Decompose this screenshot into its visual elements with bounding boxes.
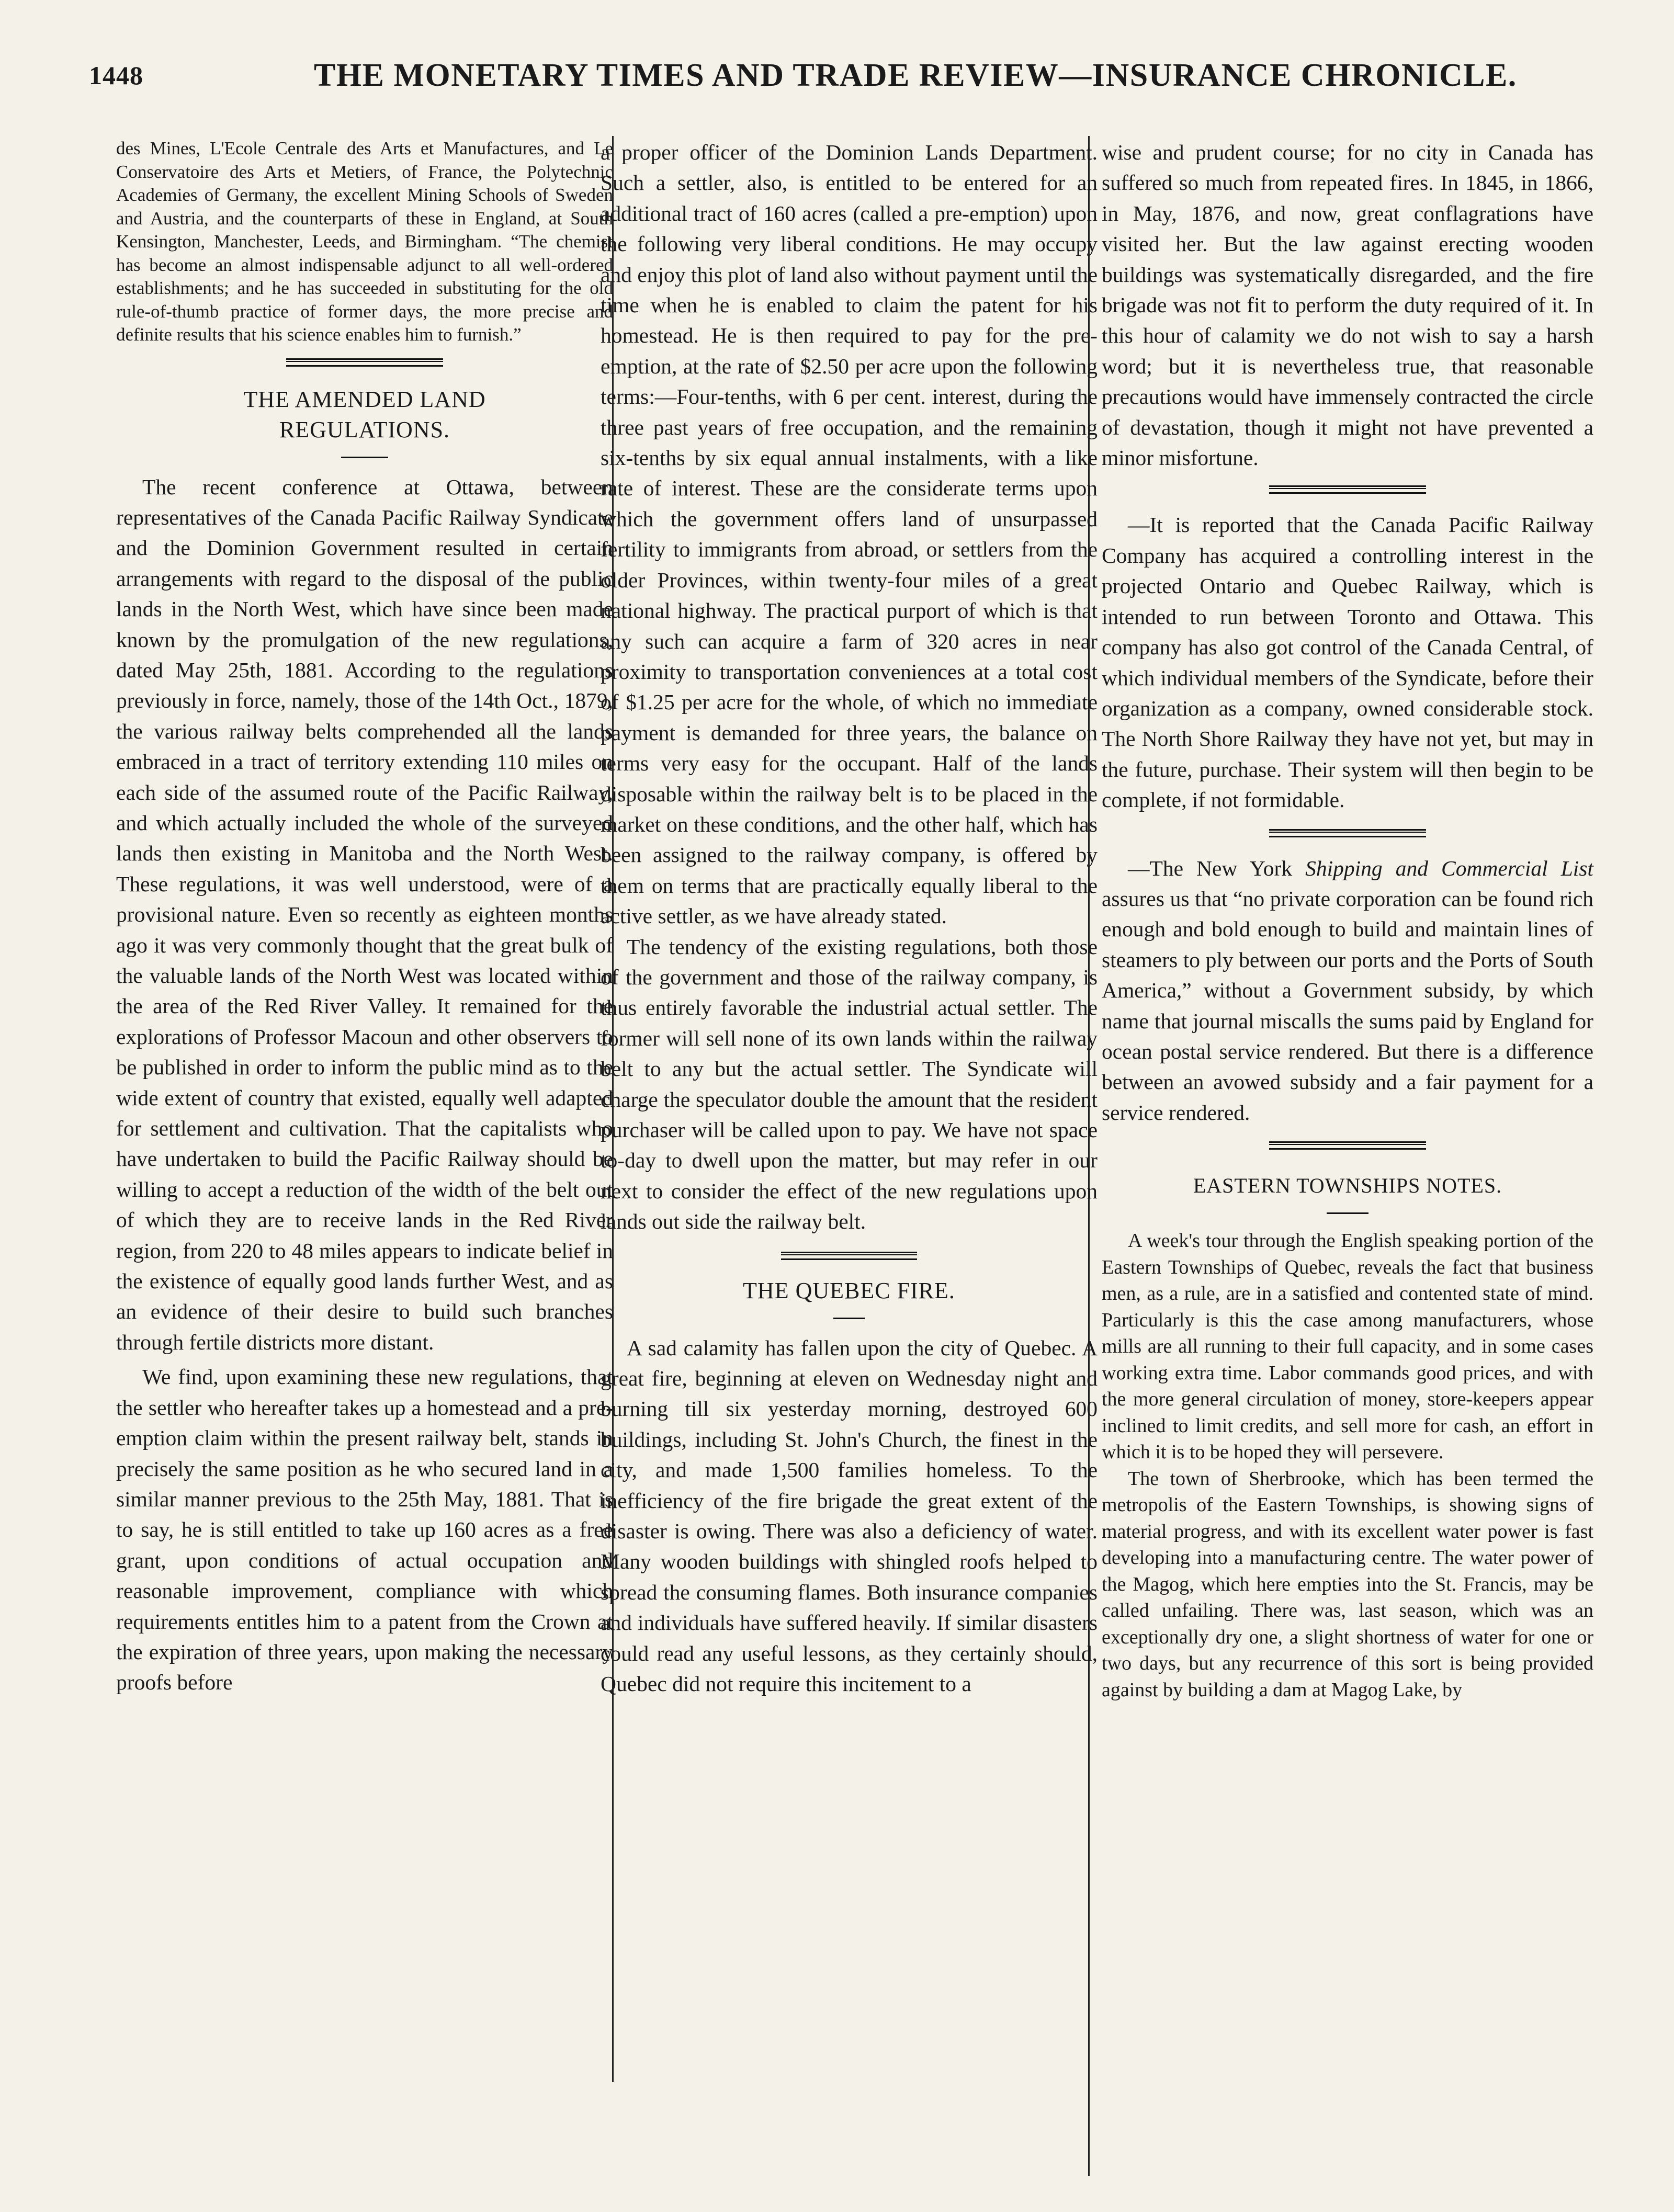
land-paragraph-2: We find, upon examining these new regulations, that the settler who hereafter takes up a homestead and a pre-emption claim within the present railway belt, stands in precisely the same position as he who secured land in a similar manner previous to the 25th May, 1881. That is to say, he is still entitled to take up 160 acres as a free grant, upon conditions of actual occupation and reasonable improvement, compliance with which requirements entitles him to a patent from the Crown at the expiration of three years, upon making the necessary proofs before [116, 1365, 613, 1695]
masthead: THE MONETARY TIMES AND TRADE REVIEW—INSURANCE CHRONICLE. [314, 58, 1517, 93]
land-paragraph-3: a proper officer of the Dominion Lands Department. Such a settler, also, is entitled to be entered for an additional tract of 160 acres (called a pre-emption) upon the following very liberal conditions. He may occupy and enjoy this plot of land also without payment until the time when he is enabled to claim the patent for his homestead. He is then required to pay for the pre-emption, at the rate of $2.50 per acre upon the following terms:—Four-tenths, with 6 per cent. interest, during the three past years of free occupation, and the remaining six-tenths by six equal annual instalments, with a like rate of interest. These are the considerate terms upon which the government offers land of unsurpassed fertility to immigrants from abroad, or settlers from the older Provinces, within twenty-four miles of a great national highway. The practical purport of which is that any such can acquire a farm of 320 acres in near proximity to transportation conveniences at a total cost of $1.25 per acre for the whole, of which no immediate payment is demanded for three years, the balance on terms very easy for the occupant. Half of the lands disposable within the railway belt is to be placed in the market on these conditions, and the other half, which has been assigned to the railway company, is offered by them on terms that are practically equally liberal to the active settler, as we have already stated. [601, 140, 1098, 928]
column-1 [116, 137, 613, 1698]
section-separator [1269, 829, 1426, 837]
quebec-fire-title: THE QUEBEC FIRE. [743, 1277, 955, 1303]
ny-rest: assures us that “no private corporation can be found rich enough and bold enough to build and maintain lines of steamers to ply between our ports and the Ports of South America,” without a Government subsidy, by which name that journal miscalls the sums paid by England for ocean postal service rendered. But there is a difference between an avowed subsidy and a fair payment for a service rendered. [1102, 886, 1593, 1125]
ny-lead: —The New York [1128, 856, 1306, 880]
land-regulations-title-1: THE AMENDED LAND [243, 386, 486, 412]
title-separator [1327, 1212, 1368, 1214]
page-number: 1448 [89, 61, 143, 90]
title-separator [341, 457, 388, 458]
title-separator [833, 1318, 865, 1319]
section-separator [1269, 1141, 1426, 1150]
section-separator [1269, 485, 1426, 494]
townships-paragraph-2: The town of Sherbrooke, which has been termed the metropolis of the Eastern Townships, is showing signs of material progress, and with its excellent water power is fast developing into a manufacturing centre. The water power of the Magog, which here empties into the St. Francis, may be called unfailing. There was, last season, which was an exceptionally dry one, a slight shortness of water for one or two days, but any recurrence of this sort is being provided against by building a dam at Magog Lake, by [1102, 1467, 1593, 1701]
cpr-paragraph: —It is reported that the Canada Pacific Railway Company has acquired a controlling interest in the projected Ontario and Quebec Railway, which is intended to run between Toronto and Ottawa. This company has also got control of the Canada Central, of which individual members of the Syndicate, before their organization as a company, owned considerable stock. The North Shore Railway they have not yet, but may in the future, purchase. Their system will then begin to be complete, if not formidable. [1102, 513, 1593, 812]
ny-publication-title: Shipping and Commercial List [1305, 856, 1593, 880]
townships-paragraph-1: A week's tour through the English speaking portion of the Eastern Townships of Quebec, reveals the fact that business men, as a rule, are in a satisfied and contented state of mind. Particularly is this the case among manufacturers, whose mills are all running to their full capacity, and in some cases working extra time. Labor commands good prices, and with the more general circulation of money, store-keepers appear inclined to limit credits, and sell more for cash, an effort in which it is to be hoped they will persevere. [1102, 1230, 1593, 1464]
page-header [89, 55, 1590, 102]
column-2 [601, 137, 1098, 1699]
land-paragraph-4: The tendency of the existing regulations, both those of the government and those of the railway company, is thus entirely favorable the industrial actual settler. The former will sell none of its own lands within the railway belt to any but the actual settler. The Syndicate will charge the speculator double the amount that the resident purchaser will be called upon to pay. We have not space to-day to dwell upon the matter, but may refer in our next to consider the effect of the new regulations upon lands out side the railway belt. [601, 934, 1098, 1234]
land-regulations-title-2: REGULATIONS. [279, 416, 450, 443]
fire-paragraph-2: wise and prudent course; for no city in Canada has suffered so much from repeated fires. In 1845, in 1866, in May, 1876, and now, great conflagrations have visited her. But the law against erecting wooden buildings was systematically disregarded, and the fire brigade was not fit to perform the duty required of it. In this hour of calamity we do not wish to say a harsh word; but it is nevertheless true, that reasonable precautions would have immensely contracted the circle of devastation, though it might not have prevented a minor misfortune. [1102, 140, 1593, 470]
fire-paragraph-1: A sad calamity has fallen upon the city of Quebec. A great fire, beginning at eleven on Wednesday night and burning till six yesterday morning, destroyed 600 buildings, including St. John's Church, the finest in the city, and made 1,500 families homeless. To the inefficiency of the fire brigade the great extent of the disaster is owing. There was also a deficiency of water. Many wooden buildings with shingled roofs helped to spread the consuming flames. Both insurance companies and individuals have suffered heavily. If similar disasters could read any useful lessons, as they certainly should, Quebec did not require this incitement to a [601, 1335, 1098, 1696]
column-3 [1102, 137, 1593, 1703]
section-separator [286, 358, 443, 367]
section-separator [781, 1252, 917, 1260]
intro-paragraph: des Mines, L'Ecole Centrale des Arts et Manufactures, and Le Conservatoire des Arts et Metiers, of France, the Polytechnic Academies of Germany, the excellent Mining Schools of Sweden and Austria, and the counterparts of these in England, at South Kensington, Manchester, Leeds, and Birmingham. “The chemist has become an almost indispensable adjunct to all well-ordered establishments; and he has succeeded in substituting for the old rule-of-thumb practice of former days, the more precise and definite results that his science enables him to furnish.” [116, 138, 613, 345]
eastern-townships-title: EASTERN TOWNSHIPS NOTES. [1193, 1174, 1502, 1198]
land-paragraph-1: The recent conference at Ottawa, between representatives of the Canada Pacific Railway Syndicate and the Dominion Government resulted in certain arrangements with regard to the disposal of the public lands in the North West, which have since been made known by the promulgation of the new regulations, dated May 25th, 1881. According to the regulations previously in force, namely, those of the 14th Oct., 1879, the various railway belts comprehended all the lands embraced in a tract of territory extending 110 miles on each side of the assumed route of the Pacific Railway, and which actually included the whole of the surveyed lands then existing in Manitoba and the North West. These regulations, it was well understood, were of a provisional nature. Even so recently as eighteen months ago it was very commonly thought that the great bulk of the valuable lands of the North West was located within the area of the Red River Valley. It remained for the explorations of Professor Macoun and other observers to be published in order to inform the public mind as to the wide extent of country that existed, equally well adapted for settlement and cultivation. That the capitalists who have undertaken to build the Pacific Railway should be willing to accept a reduction of the width of the belt out of which they are to receive lands in the Red River region, from 220 to 48 miles appears to indicate belief in the existence of equally good lands further West, and as an evidence of their desire to build such branches through fertile districts more distant. [116, 474, 613, 1354]
eastern-townships-body [1102, 1228, 1593, 1703]
ny-shipping-paragraph [1102, 853, 1593, 1128]
